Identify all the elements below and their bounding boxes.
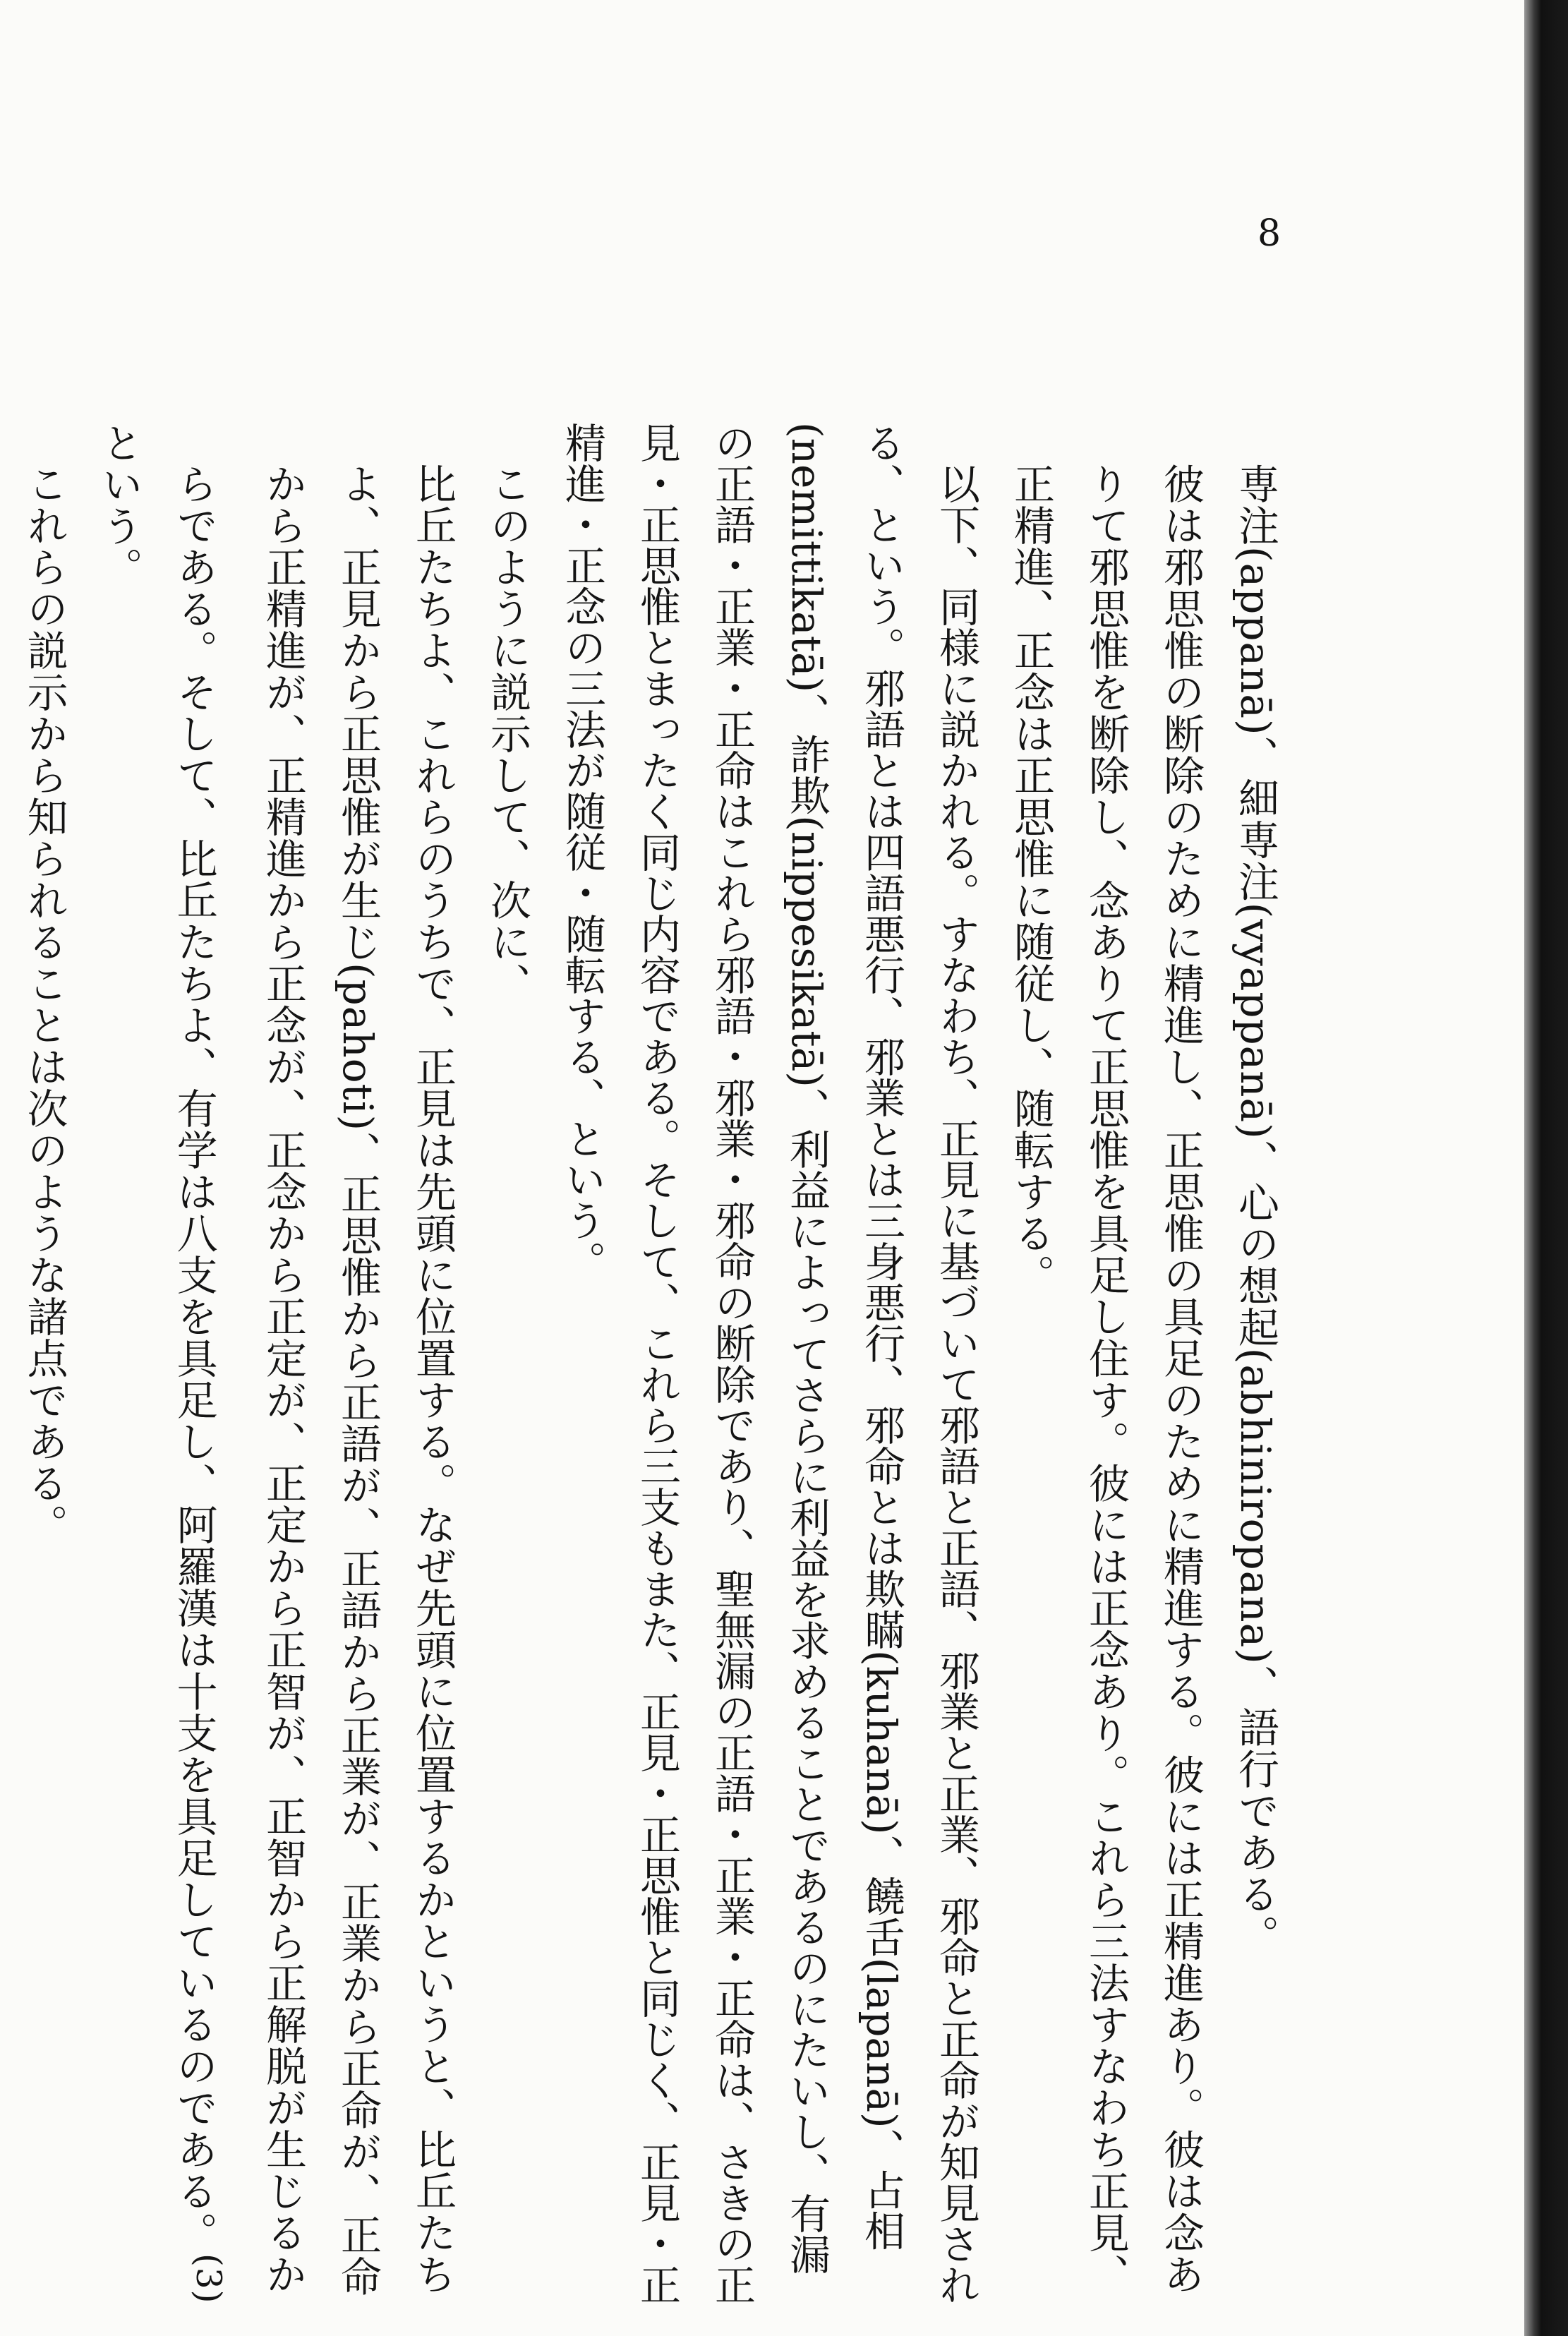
list-item [0,422,7,2313]
quote-line: 専注(appanā)、細専注(vyappanā)、心の想起(abhiniropana)、語行である。 [1231,463,1279,1956]
body-text [20,422,1293,2313]
text-paragraph: 以下、同様に説かれる。すなわち、正見に基づいて邪語と正語、邪業と正業、邪命と正命が知見される、という。邪語とは四語悪行、邪業とは三身悪行、邪命とは欺瞞(kuhanā)、饒舌(lapanā)、占相(nemittikatā)、詐欺(nippesikatā)、利益によってさらに利益を求めることであるのにたいし、有漏の正語・正業・正命はこれら邪語・邪業・邪命の断除であり、聖無漏の正語・正業・正命は、さきの正見・正思惟とまったく同じ内容である。そして、これら三支もまた、正見・正思惟と同じく、正見・正精進・正念の三法が随従・随転する、という。 [558,422,980,2305]
quote-text: 比丘たちよ、これらのうちで、正見は先頭に位置する。なぜ先頭に位置するかというと、比丘たちよ、正見から正思惟が生じ(pahoti)、正思惟から正語が、正語から正業が、正業から正命が、正命から正精進が、正精進から正念が、正念から正定が、正定から正智が、正智から正解脱が生じるからである。そして、比丘たちよ、有学は八支を具足し、阿羅漢は十支を具足しているのである。 [169,463,457,2298]
page-number: 8 [1258,212,1281,255]
text-paragraph: これらの説示から知られることは次のような諸点である。 [20,463,68,1546]
scan-edge [1524,0,1568,2336]
quote-paragraph: 彼は邪思惟の断除のために精進し、正思惟の具足のために精進する。彼には正精進あり。彼は念ありて邪思惟を断除し、念ありて正思惟を具足し住す。彼には正念あり。これら三法すなわち正見、正精進、正念は正思惟に随従し、随転する。 [1007,463,1205,2295]
footnote-ref: (3) [188,2253,228,2304]
text-paragraph: このように説示して、次に、 [483,463,531,1004]
quote-paragraph [157,422,470,2313]
text-paragraph: という。 [95,422,143,589]
